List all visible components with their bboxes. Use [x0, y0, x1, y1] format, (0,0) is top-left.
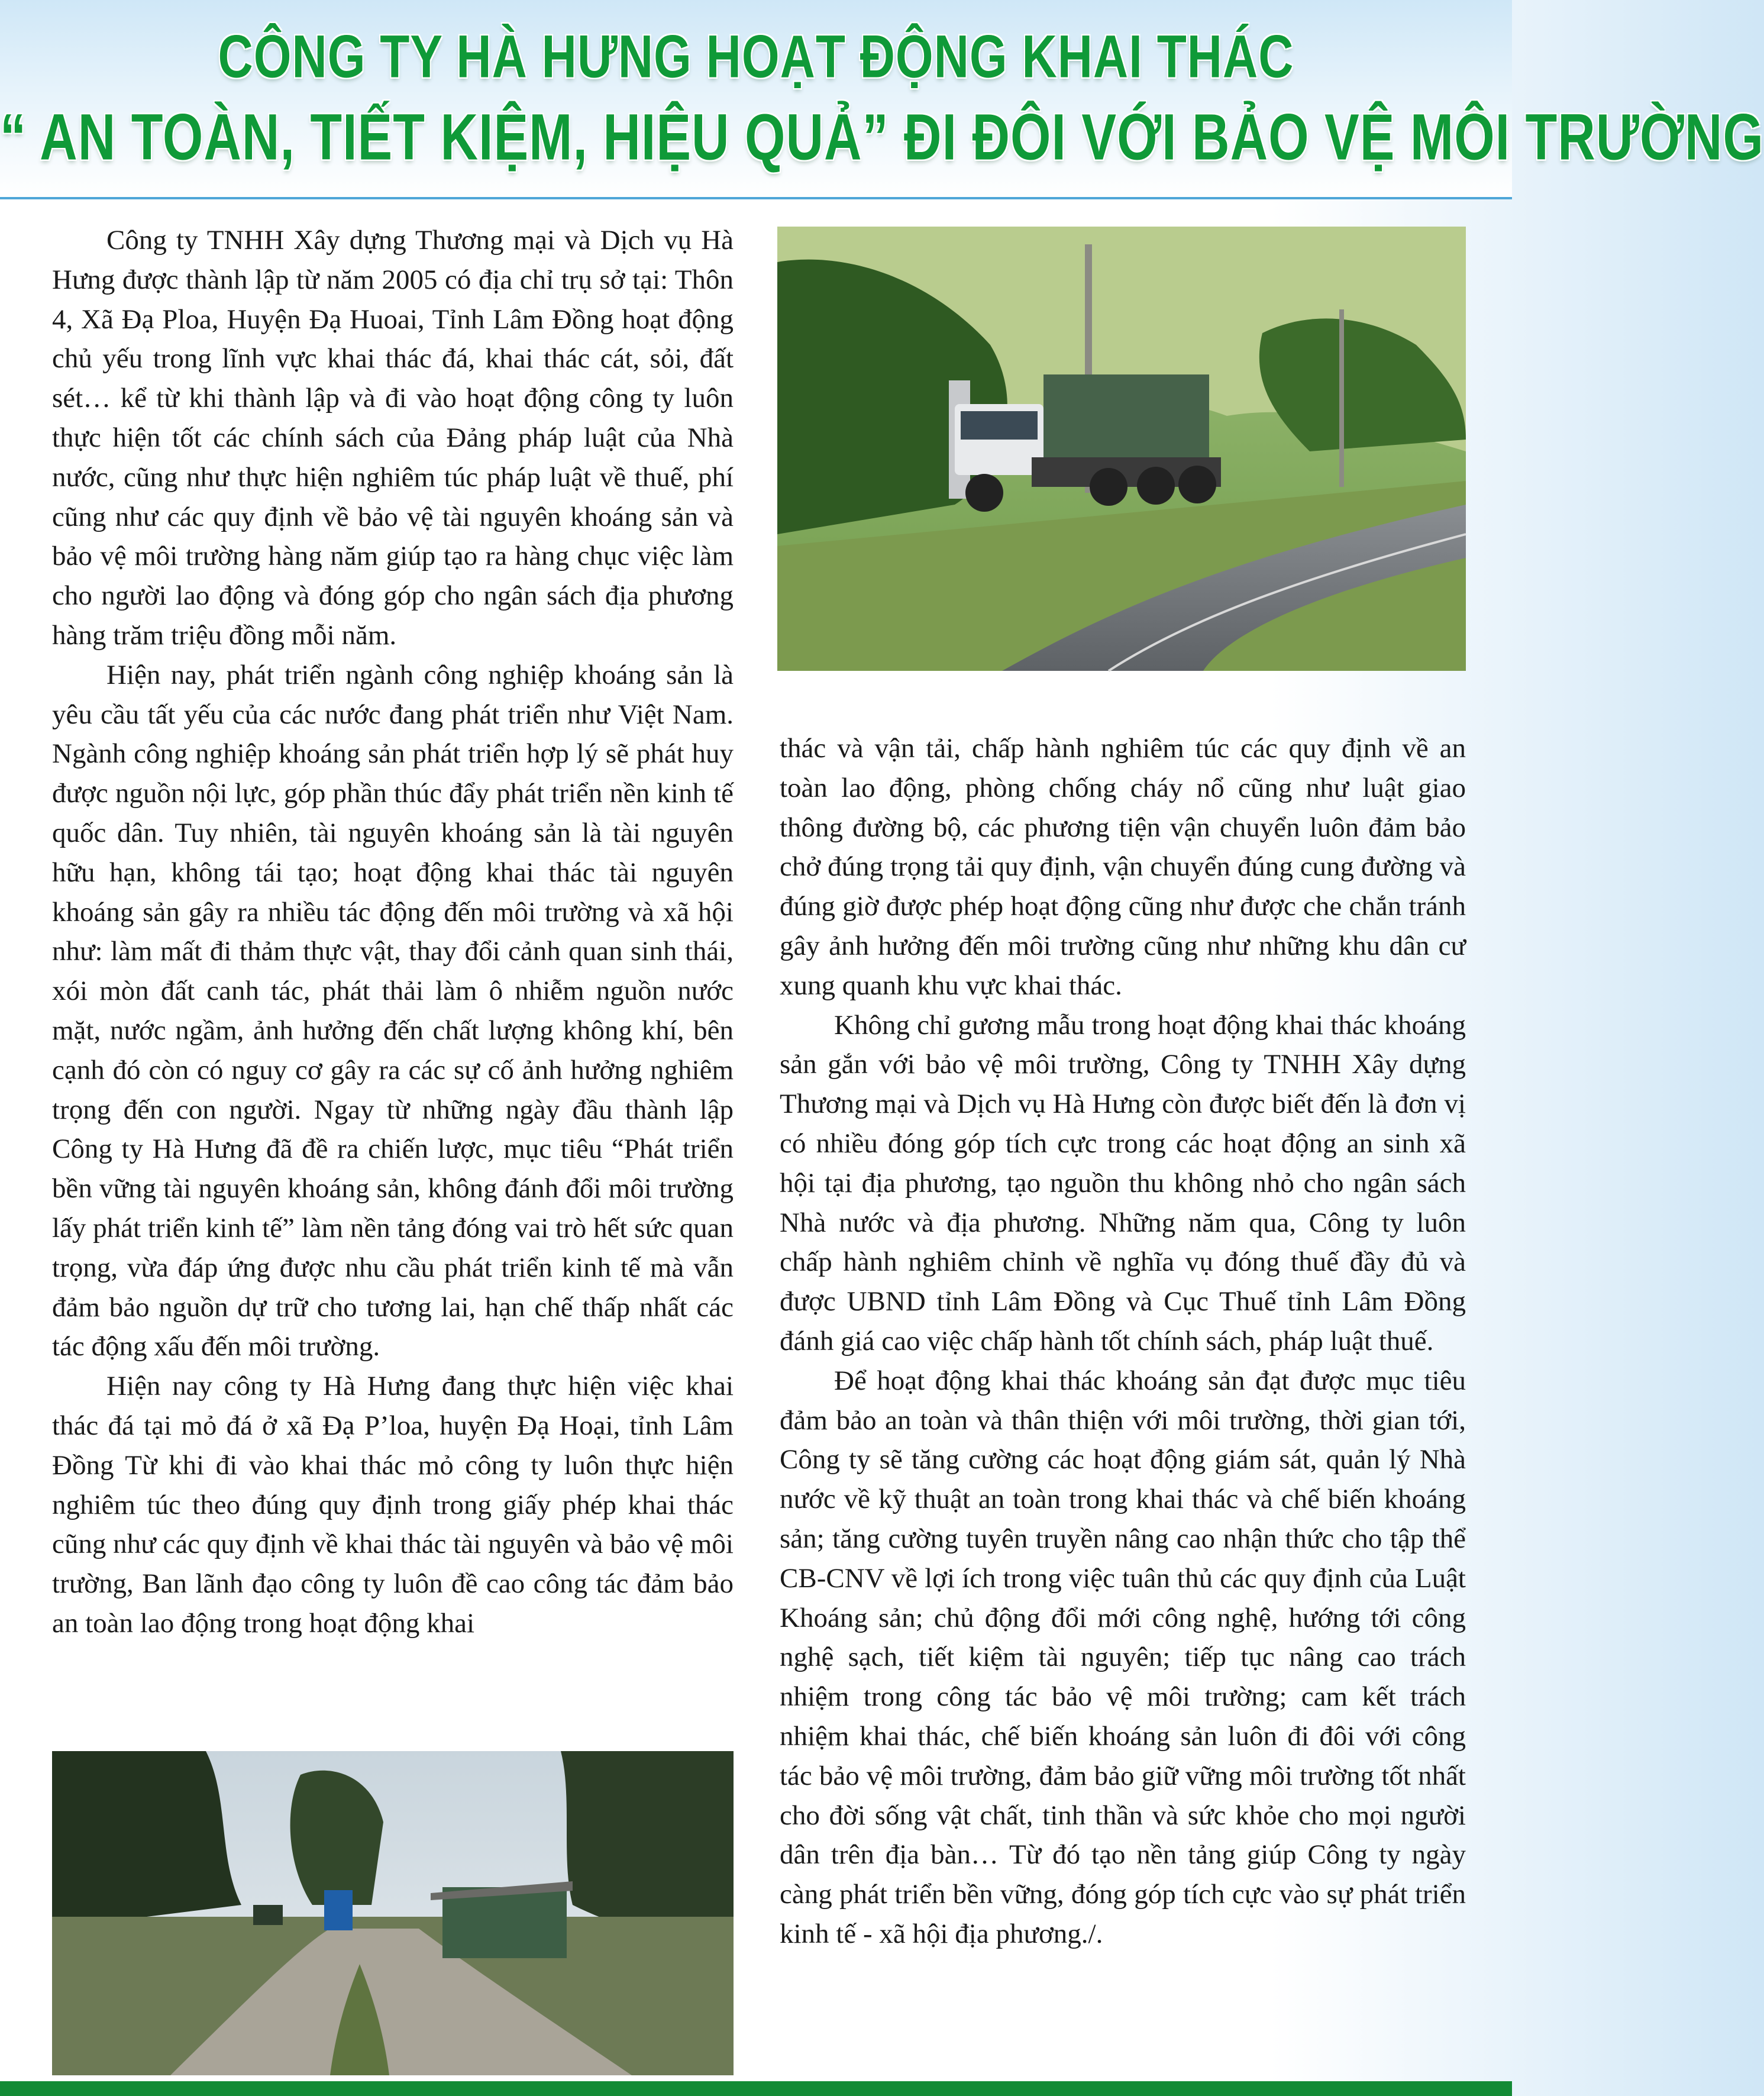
- paragraph: Không chỉ gương mẫu trong hoạt động khai thác khoáng sản gắn với bảo vệ môi trường, Công ty TNHH Xây dựng Thương mại và Dịch vụ Hà Hưng còn được biết đến là đơn vị có nhiều đóng góp tích cực trong các hoạt động an sinh xã hội tại địa phương, tạo nguồn thu không nhỏ cho ngân sách Nhà nước và địa phương. Những năm qua, Công ty luôn chấp hành nghiêm chỉnh về nghĩa vụ đóng thuế đầy đủ và được UBND tỉnh Lâm Đồng và Cục Thuế tỉnh Lâm Đồng đánh giá cao việc chấp hành tốt chính sách, pháp luật thuế.: [780, 1009, 1466, 1357]
- paragraph: Để hoạt động khai thác khoáng sản đạt được mục tiêu đảm bảo an toàn và thân thiện với môi trường, thời gian tới, Công ty sẽ tăng cường các hoạt động giám sát, quản lý Nhà nước về kỹ thuật an toàn trong khai thác và chế biến khoáng sản; tăng cường tuyên truyền nâng cao nhận thức cho tập thể CB-CNV về lợi ích trong việc tuân thủ các quy định của Luật Khoáng sản; chủ động đổi mới công nghệ, hướng tới công nghệ sạch, tiết kiệm tài nguyên; tiếp tục nâng cao trách nhiệm trong công tác bảo vệ môi trường; cam kết trách nhiệm khai thác, chế biến khoáng sản luôn đi đôi với công tác bảo vệ môi trường, đảm bảo giữ vững môi trường tốt nhất cho đời sống vật chất, tinh thần và sức khỏe cho mọi người dân trên địa bàn… Từ đó tạo nền tảng giúp Công ty ngày càng phát triển bền vững, đóng góp tích cực vào sự phát triển kinh tế - xã hội địa phương./.: [780, 1365, 1466, 1949]
- article-column-left: [52, 221, 734, 1643]
- footer-bar: [0, 2081, 1512, 2096]
- header-divider: [0, 197, 1512, 199]
- article-title-line-2: “ AN TOÀN, TIẾT KIỆM, HIỆU QUẢ” ĐI ĐÔI VỚI BẢO VỆ MÔI TRƯỜNG: [0, 100, 1764, 173]
- article-column-right: [780, 729, 1466, 1954]
- dump-truck-photo: [777, 227, 1466, 671]
- paragraph: Hiện nay công ty Hà Hưng đang thực hiện việc khai thác đá tại mỏ đá ở xã Đạ P’loa, huyện Đạ Hoại, tỉnh Lâm Đồng Từ khi đi vào khai thác mỏ công ty luôn thực hiện nghiêm túc theo đúng quy định trong giấy phép khai thác cũng như các quy định về khai thác tài nguyên và bảo vệ môi trường, Ban lãnh đạo công ty luôn đề cao công tác đảm bảo an toàn lao động trong hoạt động khai: [52, 1371, 734, 1639]
- paragraph: thác và vận tải, chấp hành nghiêm túc các quy định về an toàn lao động, phòng chống cháy nổ cũng như luật giao thông đường bộ, các phương tiện vận chuyển luôn đảm bảo chở đúng trọng tải quy định, vận chuyển đúng cung đường và đúng giờ được phép hoạt động cũng như được che chắn tránh gây ảnh hưởng đến môi trường cũng như những khu dân cư xung quanh khu vực khai thác.: [780, 733, 1466, 1001]
- paragraph: Công ty TNHH Xây dựng Thương mại và Dịch vụ Hà Hưng được thành lập từ năm 2005 có địa chỉ trụ sở tại: Thôn 4, Xã Đạ Ploa, Huyện Đạ Huoai, Tỉnh Lâm Đồng hoạt động chủ yếu trong lĩnh vực khai thác đá, khai thác cát, sỏi, đất sét… kể từ khi thành lập và đi vào hoạt động công ty luôn thực hiện tốt các chính sách của Đảng pháp luật của Nhà nước, cũng như thực hiện nghiêm túc pháp luật về thuế, phí cũng như các quy định về bảo vệ tài nguyên khoáng sản và bảo vệ môi trường hàng năm giúp tạo ra hàng chục việc làm cho người lao động và đóng góp cho ngân sách địa phương hàng trăm triệu đồng mỗi năm.: [52, 225, 734, 651]
- paragraph: Hiện nay, phát triển ngành công nghiệp khoáng sản là yêu cầu tất yếu của các nước đang phát triển như Việt Nam. Ngành công nghiệp khoáng sản phát triển hợp lý sẽ phát huy được nguồn nội lực, góp phần thúc đẩy phát triển nền kinh tế quốc dân. Tuy nhiên, tài nguyên khoáng sản là tài nguyên hữu hạn, không tái tạo; hoạt động khai thác tài nguyên khoáng sản gây ra nhiều tác động đến môi trường và xã hội như: làm mất đi thảm thực vật, thay đổi cảnh quan sinh thái, xói mòn đất canh tác, phát thải làm ô nhiễm nguồn nước mặt, nước ngầm, ảnh hưởng đến chất lượng không khí, bên cạnh đó còn có nguy cơ gây ra các sự cố ảnh hưởng nghiêm trọng đến con người. Ngay từ những ngày đầu thành lập Công ty Hà Hưng đã đề ra chiến lược, mục tiêu “Phát triển bền vững tài nguyên khoáng sản, không đánh đổi môi trường lấy phát triển kinh tế” làm nền tảng đóng vai trò hết sức quan trọng, vừa đáp ứng được nhu cầu phát triển kinh tế mà vẫn đảm bảo nguồn dự trữ cho tương lai, hạn chế thấp nhất các tác động xấu đến môi trường.: [52, 659, 734, 1362]
- article-title-line-1: CÔNG TY HÀ HƯNG HOẠT ĐỘNG KHAI THÁC: [218, 23, 1294, 91]
- quarry-road-photo: [52, 1751, 734, 2075]
